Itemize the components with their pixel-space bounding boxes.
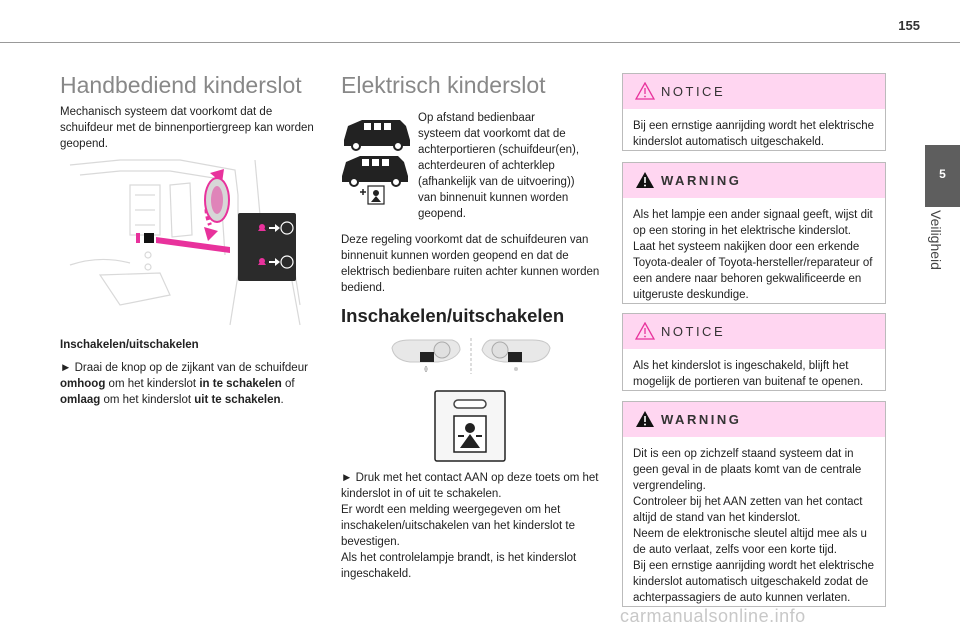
manual-lock-subheading: Inschakelen/uitschakelen [60, 339, 199, 351]
notice-box-1 [622, 73, 886, 151]
notice-box-2-body: Als het kinderslot is ingeschakeld, blijft het mogelijk de portieren van buitenaf te openen. [633, 360, 864, 388]
electric-para-line-3: elektrisch bedienbare ruiten achter kunnen worden [341, 266, 600, 278]
electric-desc-line-4: achterdeuren of achterklep [418, 160, 555, 172]
warning-box-1-body: Als het lampje een ander signaal geeft, wijst dit op een storing in het elektrische kinderslot. Laat het systeem nakijken door een erkende Toyota-dealer of Toyota-hersteller/reparateur of een andere naar behoren gekwalificeerde en uitgeruste deskundige. [633, 209, 873, 301]
warning-box-2 [622, 401, 886, 607]
electric-desc-line-1: Op afstand bedienbaar [418, 112, 536, 124]
electric-instr-line-5: bevestigen. [341, 536, 400, 548]
manual-instr-line-1: ► Draai de knop op de zijkant van de schuifdeur [60, 362, 308, 374]
child-lock-button-icon[interactable] [434, 390, 506, 462]
electric-instr-line-6: Als het controlelampje brandt, is het kinderslot [341, 552, 577, 564]
electric-instr-line-3: Er wordt een melding weergegeven om het [341, 504, 561, 516]
page-number: 155 [898, 18, 920, 33]
dashboard-illustration [390, 336, 552, 376]
chapter-tab-number: 5 [939, 167, 946, 181]
notice-box-1-body: Bij een ernstige aanrijding wordt het elektrische kinderslot automatisch uitgeschakeld. [633, 120, 874, 148]
electric-instr-line-2: kinderslot in of uit te schakelen. [341, 488, 502, 500]
electric-heading: Inschakelen/uitschakelen [341, 305, 565, 326]
notice-box-2 [622, 313, 886, 391]
section-title-manual-lock: Handbediend kinderslot [60, 72, 302, 98]
electric-desc-line-2: systeem dat voorkomt dat de [418, 128, 566, 140]
warning-box-2-body: Dit is een op zichzelf staand systeem dat in geen geval in de plaats komt van de centrale vergrendeling. Controleer bij het AAN zetten van het contact altijd de stand van het kinderslot. Neem de elektronische sleutel altijd mee als u de auto verlaat, zelfs voor een korte tijd. Bij een ernstige aanrijding wordt het elektrische kinderslot automatisch uitgeschakeld zodat de achterpassagiers de auto kunnen verlaten. [633, 448, 874, 604]
electric-desc-line-5: (afhankelijk van de uitvoering)) [418, 176, 575, 188]
intro-line-3: geopend. [60, 138, 108, 150]
van-icon-top [344, 120, 410, 150]
electric-desc-line-7: geopend. [418, 208, 466, 220]
chapter-title: Veiligheid [928, 210, 944, 270]
electric-para-line-2: binnenuit kunnen worden geopend en dat de [341, 250, 569, 262]
van-icon-bottom [342, 156, 408, 204]
warning-icon [635, 171, 655, 189]
electric-desc-line-3: achterportieren (schuifdeur(en), [418, 144, 580, 156]
electric-desc-line-6: van binnenuit kunnen worden [418, 192, 569, 204]
footer-watermark[interactable]: carmanualsonline.info [620, 606, 806, 626]
manual-instr-line-2: omhoog om het kinderslot in te schakelen of [60, 378, 295, 390]
electric-para-line-4: bediend. [341, 282, 386, 294]
van-icons [340, 112, 414, 206]
electric-instr-line-1: ► Druk met het contact AAN op deze toets om het [341, 472, 599, 484]
electric-para-line-1: Deze regeling voorkomt dat de schuifdeuren van [341, 234, 589, 246]
notice-icon [635, 82, 655, 100]
warning-box-1 [622, 162, 886, 304]
intro-line-1: Mechanisch systeem dat voorkomt dat de [60, 106, 273, 118]
electric-instr-line-7: ingeschakeld. [341, 568, 412, 580]
warning-icon [635, 410, 655, 428]
notice-box-1-title: NOTICE [661, 84, 726, 99]
warning-box-2-title: WARNING [661, 412, 742, 427]
notice-box-2-title: NOTICE [661, 324, 726, 339]
section-title-electric-lock: Elektrisch kinderslot [341, 72, 546, 98]
sliding-door-lock-illustration [60, 155, 310, 330]
notice-icon [635, 322, 655, 340]
warning-box-1-title: WARNING [661, 173, 742, 188]
electric-instr-line-4: inschakelen/uitschakelen van het kinderslot te [341, 520, 575, 532]
manual-instr-line-3: omlaag om het kinderslot uit te schakelen. [60, 394, 284, 406]
header-divider [0, 42, 960, 43]
intro-line-2: schuifdeur met de binnenportiergreep kan worden [60, 122, 314, 134]
